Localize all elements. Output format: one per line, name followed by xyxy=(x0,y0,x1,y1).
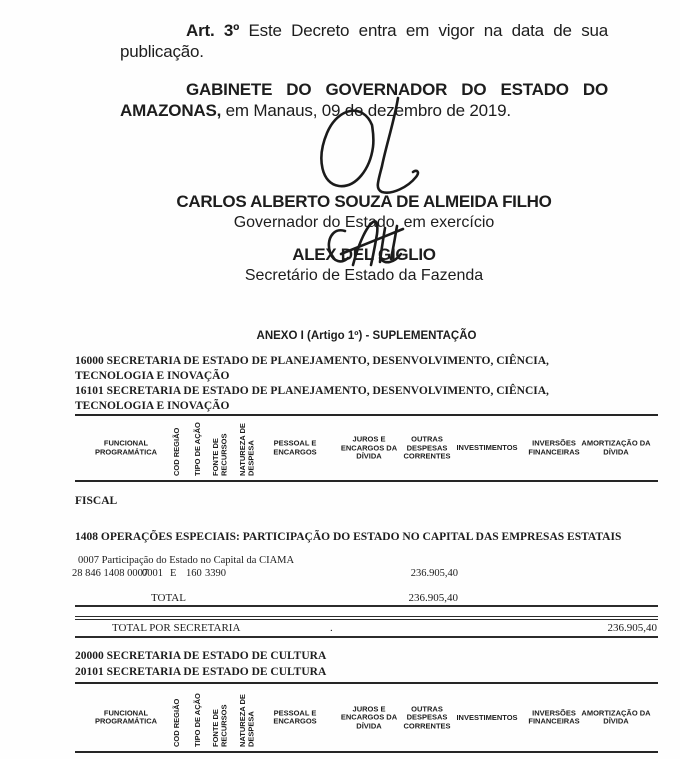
col-natureza-de-despesa: NATUREZA DE DESPESA xyxy=(238,423,256,476)
col-cod-regiao: COD REGIÃO xyxy=(172,427,181,476)
col-funcional-programatica: FUNCIONAL PROGRAMÁTICA xyxy=(94,438,158,456)
total-label: TOTAL xyxy=(151,592,186,604)
detail-funcional: 28 846 1408 0007 xyxy=(72,568,149,579)
detail-outras-despesas-value: 236.905,40 xyxy=(410,568,458,579)
detail-tipo-acao: E xyxy=(170,568,177,579)
col-natureza-de-despesa: NATUREZA DE DESPESA xyxy=(238,694,256,747)
total-secretaria-label: TOTAL POR SECRETARIA xyxy=(112,622,241,634)
col-amortizacao-da-divida: AMORTIZAÇÃO DA DÍVIDA xyxy=(581,438,651,456)
col-juros-encargos-divida: JUROS E ENCARGOS DA DÍVIDA xyxy=(340,434,398,461)
secretaria-band-rule-bottom xyxy=(75,636,658,638)
article-3-lead: Art. 3º xyxy=(186,21,240,40)
program-line: 1408 OPERAÇÕES ESPECIAIS: PARTICIPAÇÃO DO ESTADO NO CAPITAL DAS EMPRESAS ESTATAIS xyxy=(75,531,622,543)
secretary-name: ALEX DEL GIGLIO xyxy=(292,245,436,264)
col-juros-encargos-divida: JUROS E ENCARGOS DA DÍVIDA xyxy=(340,703,398,730)
detail-cod-regiao: 0001 xyxy=(142,568,163,579)
col-pessoal-e-encargos: PESSOAL E ENCARGOS xyxy=(273,438,317,456)
scope-fiscal: FISCAL xyxy=(75,495,118,507)
col-tipo-de-acao: TIPO DE AÇÃO xyxy=(193,422,202,476)
col-outras-despesas-correntes: OUTRAS DESPESAS CORRENTES xyxy=(403,703,451,730)
col-amortizacao-da-divida: AMORTIZAÇÃO DA DÍVIDA xyxy=(581,708,651,726)
col-inversoes-financeiras: INVERSÕES FINANCEIRAS xyxy=(528,708,580,726)
col-fonte-de-recursos: FONTE DE RECURSOS xyxy=(211,704,229,747)
action-line: 0007 Participação do Estado no Capital da CIAMA xyxy=(78,555,295,566)
governor-title: Governador do Estado, em exercício xyxy=(233,214,495,231)
table-header-2 xyxy=(75,682,658,753)
governor-name: CARLOS ALBERTO SOUZA DE ALMEIDA FILHO xyxy=(176,192,552,211)
total-value: 236.905,40 xyxy=(408,592,458,604)
col-pessoal-e-encargos: PESSOAL E ENCARGOS xyxy=(273,708,317,726)
secretaria-band-rule-top-2 xyxy=(75,619,658,620)
col-funcional-programatica: FUNCIONAL PROGRAMÁTICA xyxy=(94,708,158,726)
secretary-title: Secretário de Estado da Fazenda xyxy=(244,267,484,284)
section2-unit-line: 20101 SECRETARIA DE ESTADO DE CULTURA xyxy=(75,665,327,678)
col-cod-regiao: COD REGIÃO xyxy=(172,698,181,747)
secretary-block xyxy=(120,246,608,285)
section1-org-lines xyxy=(75,354,623,414)
total-row-rule xyxy=(75,605,658,607)
gabinete-line2-rest: em Manaus, 09 de dezembro de 2019. xyxy=(225,101,511,120)
secretaria-band-rule-top-1 xyxy=(75,616,658,617)
annex-title: ANEXO I (Artigo 1º) - SUPLEMENTAÇÃO xyxy=(256,330,477,342)
detail-fonte: 160 xyxy=(186,568,202,579)
col-outras-despesas-correntes: OUTRAS DESPESAS CORRENTES xyxy=(403,434,451,461)
col-tipo-de-acao: TIPO DE AÇÃO xyxy=(193,693,202,747)
article-3-text: Este Decreto entra em vigor na data de sua publicação. xyxy=(120,21,608,61)
gabinete-line2-bold: AMAZONAS, xyxy=(120,101,222,120)
governor-signature-icon xyxy=(313,96,423,204)
total-secretaria-dot: . xyxy=(330,622,333,634)
table-header-1 xyxy=(75,414,658,482)
total-row xyxy=(0,592,680,606)
col-inversoes-financeiras: INVERSÕES FINANCEIRAS xyxy=(528,438,580,456)
article-3-paragraph xyxy=(120,20,608,62)
section2-org-code-line: 20000 SECRETARIA DE ESTADO DE CULTURA xyxy=(75,650,327,662)
total-secretaria-value: 236.905,40 xyxy=(607,622,657,634)
section2-org-lines xyxy=(75,649,623,680)
col-investimentos: INVESTIMENTOS xyxy=(456,442,518,452)
detail-row xyxy=(0,568,680,582)
section1-org-code-line: 16000 SECRETARIA DE ESTADO DE PLANEJAMENTO, DESENVOLVIMENTO, CIÊNCIA, TECNOLOGIA E INOVAÇÃO xyxy=(75,355,549,382)
detail-natureza: 3390 xyxy=(205,568,226,579)
section1-unit-line: 16101 SECRETARIA DE ESTADO DE PLANEJAMENTO, DESENVOLVIMENTO, CIÊNCIA, TECNOLOGIA E INOVAÇÃO xyxy=(75,385,549,412)
total-secretaria-row xyxy=(0,622,680,636)
gabinete-line1: GABINETE DO GOVERNADOR DO ESTADO DO xyxy=(186,80,608,99)
col-fonte-de-recursos: FONTE DE RECURSOS xyxy=(211,433,229,476)
col-investimentos: INVESTIMENTOS xyxy=(456,712,518,722)
